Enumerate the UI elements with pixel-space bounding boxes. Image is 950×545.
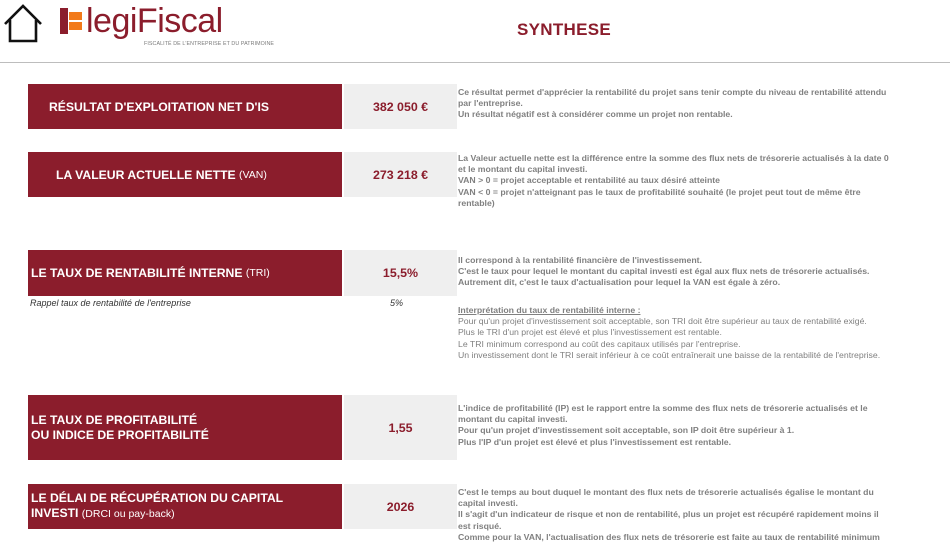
desc-line: Pour qu'un projet d'investissement soit acceptable, son IP doit être supérieur à 1. [458,425,795,436]
desc-line: Plus l'IP d'un projet est élevé et plus l'investissement est rentable. [458,436,732,447]
desc-line: Plus le TRI d'un projet est élevé et plus l'investissement est rentable. [458,327,722,338]
value-resultat: 382 050 € [344,84,457,129]
label-van [28,152,342,197]
desc-resultat [458,87,948,121]
desc-tri-interpretation [458,305,948,361]
desc-line: VAN > 0 = projet acceptable et rentabilité au taux désiré atteinte [458,175,720,186]
label-drci-line1: LE DÉLAI DE RÉCUPÉRATION DU CAPITAL [31,491,284,505]
desc-van [458,153,948,209]
label-resultat-text: RÉSULTAT D'EXPLOITATION NET D'IS [49,99,269,114]
desc-line: Un investissement dont le TRI serait inférieur à ce coût entraînerait une baisse de la rentabilité de l'entreprise. [458,349,881,360]
rappel-value: 5% [390,298,404,308]
interp-title: Interprétation du taux de rentabilité interne : [458,305,641,315]
desc-line: VAN < 0 = projet n'atteignant pas le taux de profitabilité souhaité (le projet peut tout de même être [458,186,861,197]
desc-line: Un résultat négatif est à considérer comme un projet non rentable. [458,109,733,120]
label-drci-line2: INVESTI [31,506,79,520]
desc-line: capital investi. [458,498,518,509]
label-ip-line1: LE TAUX DE PROFITABILITÉ [31,412,198,427]
logo[interactable] [60,4,300,50]
brand-name: legiFiscal [86,2,223,40]
label-tri-abbr: (TRI) [245,267,270,279]
desc-line: et le montant du capital investi. [458,164,588,175]
label-van-text: LA VALEUR ACTUELLE NETTE [56,167,236,182]
desc-line: Ce résultat permet d'apprécier la rentabilité du projet sans tenir compte du niveau de rentabilité attendu [458,87,887,97]
label-ip [28,395,342,460]
desc-line: C'est le taux pour lequel le montant du capital investi est égal aux flux nets de trésorerie actualisés. [458,266,870,277]
label-van-abbr: (VAN) [239,168,267,181]
desc-line: C'est le temps au bout duquel le montant des flux nets de trésorerie actualisés égalise le montant du [458,487,874,497]
value-ip: 1,55 [344,395,457,460]
brand-tagline: FISCALITÉ DE L'ENTREPRISE ET DU PATRIMOINE [144,41,275,47]
desc-line: Comme pour la VAN, l'actualisation des flux nets de trésorerie est faite au taux de rentabilité minimum [458,531,880,542]
rappel-label: Rappel taux de rentabilité de l'entreprise [30,298,191,308]
label-resultat [28,84,342,129]
desc-line: Le TRI minimum correspond au coût des capitaux utilisés par l'entreprise. [458,338,741,349]
desc-drci [458,487,948,543]
page-title: SYNTHESE [517,20,612,39]
label-tri-text: LE TAUX DE RENTABILITÉ INTERNE [31,266,243,280]
desc-line: par l'entreprise. [458,98,523,109]
desc-line: montant du capital investi. [458,414,568,425]
desc-ip [458,403,948,448]
label-ip-line2: OU INDICE DE PROFITABILITÉ [31,427,209,442]
desc-line: Il s'agit d'un indicateur de risque et non de rentabilité, plus un projet est récupéré rapidement moins il [458,509,879,520]
legifiscal-logo-icon [60,8,82,34]
value-tri: 15,5% [344,250,457,296]
desc-tri [458,255,948,289]
label-tri [28,250,342,296]
header-divider [0,62,950,63]
desc-line: rentable) [458,197,495,208]
label-drci-abbr: (DRCI ou pay-back) [81,508,175,520]
value-van: 273 218 € [344,152,457,197]
desc-line: L'indice de profitabilité (IP) est le rapport entre la somme des flux nets de trésorerie actualisés et le [458,403,868,413]
label-drci [28,484,342,529]
home-icon[interactable] [2,2,44,44]
desc-line: est risqué. [458,520,502,531]
desc-line: La Valeur actuelle nette est la différence entre la somme des flux nets de trésorerie actualisés à la date 0 [458,153,889,163]
desc-line: Il correspond à la rentabilité financière de l'investissement. [458,255,702,265]
desc-line: Autrement dit, c'est le taux d'actualisation pour lequel la VAN est égale à zéro. [458,277,781,288]
desc-line: Pour qu'un projet d'investissement soit acceptable, son TRI doit être supérieur au taux de rentabilité exigé. [458,316,867,327]
value-drci: 2026 [344,484,457,529]
